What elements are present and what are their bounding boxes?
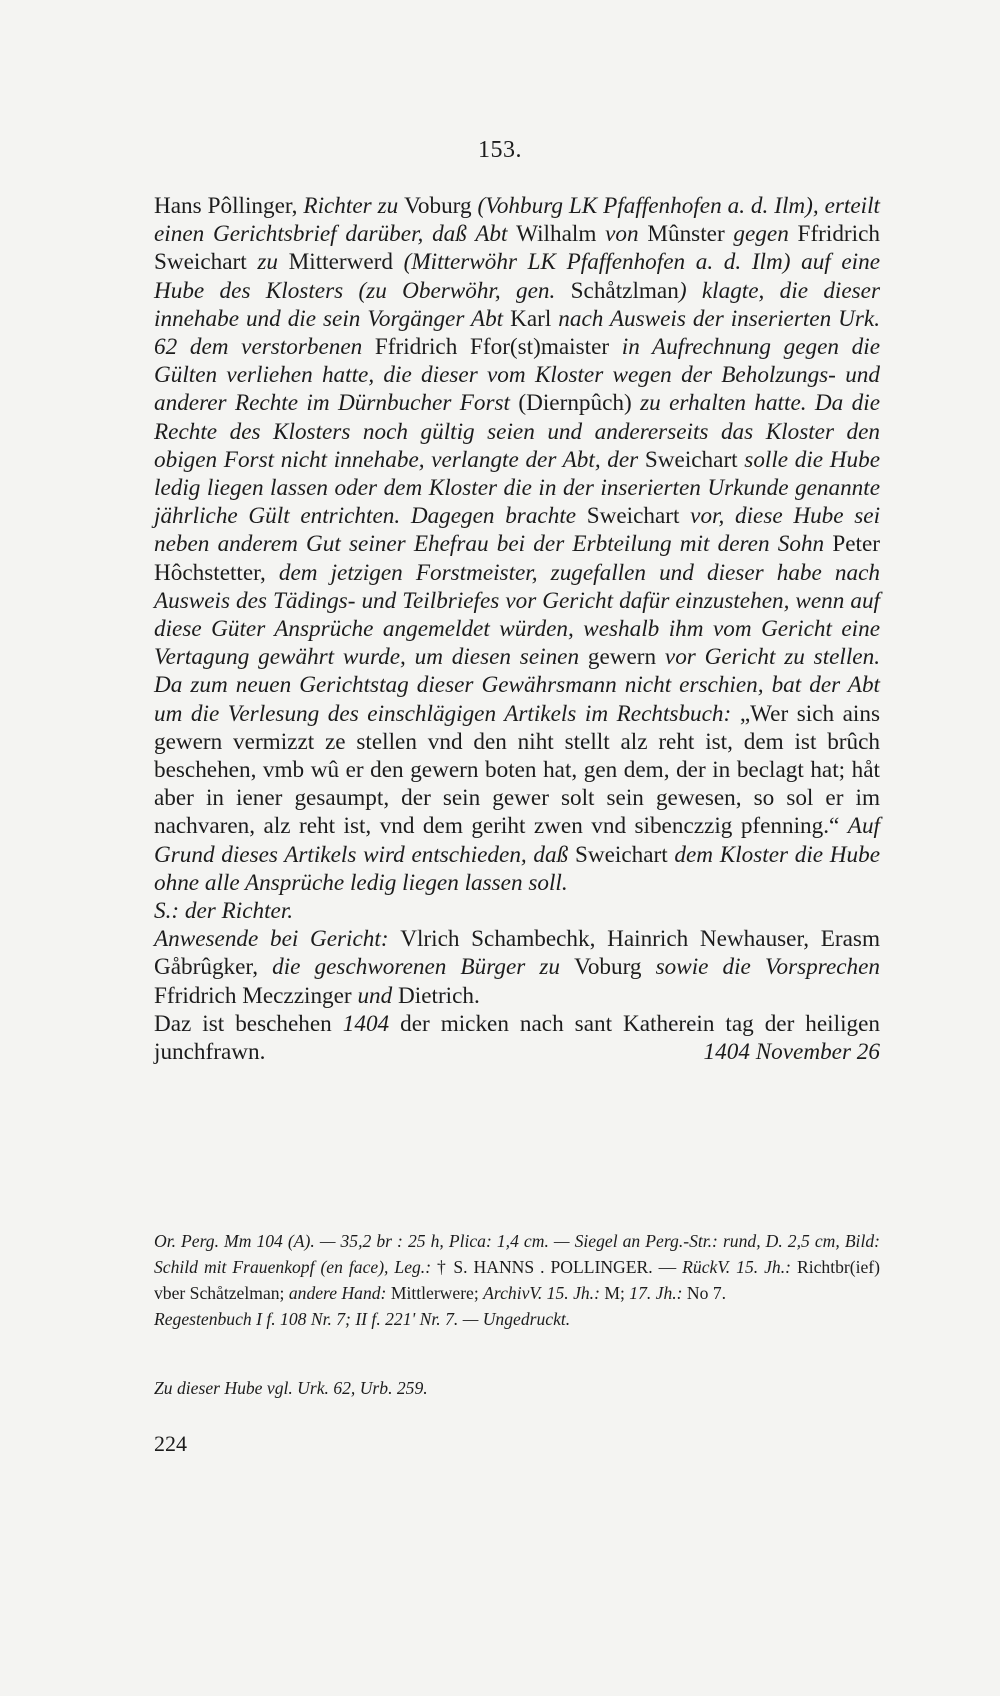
editorial-text: (Mitterwöhr LK Pfaffenhofen a. d. Ilm) auf eine Hube des Klosters (zu Oberwöhr, gen. — [154, 249, 881, 304]
editorial-text: 17. Jh.: — [629, 1283, 687, 1303]
editorial-text: Auf Grund dieses Artikels wird entschieden, daß — [154, 813, 880, 868]
editorial-text: gegen — [733, 221, 798, 248]
source-text: Peter Hôchstetter, — [154, 531, 880, 586]
regest-main-text — [154, 192, 880, 897]
witnesses-paragraph — [154, 925, 880, 1010]
editorial-text: 1404 — [342, 1010, 401, 1037]
source-text: Mûnster — [647, 221, 734, 248]
critical-apparatus — [154, 1228, 880, 1332]
editorial-text: ) klagte, die dieser innehabe und die sein Vorgänger Abt — [154, 277, 880, 332]
editorial-text: solle die Hube ledig liegen lassen oder dem Kloster die in der inserierten Urkunde genannte jährliche Gült entrichten. Dagegen brachte — [154, 446, 880, 530]
dating-clause — [154, 1010, 880, 1066]
source-text: Mitterwerd — [288, 249, 404, 276]
source-text: „Wer sich ains gewern vermizzt ze stellen vnd den niht stellt alz reht ist, dem ist brûch beschehen, vmb wû er den gewern boten hat, gen dem, der in beclagt hat; håt aber in iener gesaumpt, der sein gewer solt sein gewesen, so sol er im nachvaren, alz reht ist, vnd dem geriht zwen vnd sibenczzig pfenning.“ — [154, 700, 880, 840]
source-text: Sweichart — [586, 503, 691, 530]
source-text: der micken nach sant Katherein tag der heiligen junchfrawn. — [154, 1010, 880, 1066]
charter-date: 1404 November 26 — [703, 1039, 880, 1066]
editorial-text: Or. Perg. Mm 104 (A). — 35,2 br : 25 h, Plica: 1,4 cm. — Siegel an Perg.-Str.: rund, D. 2,5 cm, Bild: Schild mit Frauenkopf (en face), Leg.: — [154, 1231, 880, 1277]
editorial-text: die geschworenen Bürger zu — [272, 954, 575, 981]
source-text: Sweichart — [644, 446, 745, 473]
editorial-text: Regestenbuch I f. 108 Nr. 7; II f. 221' Nr. 7. — Ungedruckt. — [154, 1309, 571, 1329]
source-text: No 7. — [686, 1283, 727, 1303]
source-text: Ffridrich Sweichart — [154, 221, 880, 276]
editorial-text: Richter zu — [303, 193, 405, 219]
editorial-text: sowie die Vorsprechen — [655, 954, 881, 981]
source-text: Mittlerwere; — [390, 1283, 484, 1303]
page-number: 224 — [154, 1431, 187, 1456]
editorial-text: (Vohburg LK Pfaffenhofen a. d. Ilm), erteilt einen Gerichtsbrief darüber, daß Abt — [154, 193, 880, 248]
editorial-text: zu — [257, 249, 289, 276]
source-text: Ffridrich Ffor(st)maister — [374, 334, 622, 361]
editorial-text: ArchivV. 15. Jh.: — [483, 1283, 605, 1303]
document-number: 153. — [478, 137, 522, 163]
source-text: † S. HANNS . POLLINGER. — — [437, 1257, 683, 1277]
source-text: Voburg — [404, 193, 478, 219]
source-text: Ffridrich Meczzinger — [154, 982, 358, 1009]
commentary-note: Zu dieser Hube vgl. Urk. 62, Urb. 259. — [154, 1378, 428, 1398]
source-text: Richtbr(ief) vber Schåtzelman; — [154, 1257, 881, 1303]
editorial-text: zu erhalten hatte. Da die Rechte des Klosters noch gültig seien und andererseits das Kloster den obigen Forst nicht innehabe, verlangte der Abt, der — [154, 390, 880, 473]
editorial-text: vor Gericht zu stellen. Da zum neuen Gerichtstag dieser Gewährsmann nicht erschien, bat der Abt um die Verlesung des einschlägigen Artikels im Rechtsbuch: — [154, 644, 880, 727]
editorial-text: andere Hand: — [288, 1283, 391, 1303]
source-text: Dietrich. — [398, 982, 480, 1009]
source-text: Sweichart — [574, 841, 675, 868]
seal-line: S.: der Richter. — [154, 898, 294, 925]
source-text: gewern — [587, 644, 665, 671]
apparatus-line — [154, 1306, 880, 1332]
editorial-text: dem jetzigen Forstmeister, zugefallen und dieser habe nach Ausweis des Tädings- und Teilbriefes vor Gericht dafür einzustehen, wenn auf diese Güter Ansprüche angemeldet würden, weshalb ihm vom Gericht eine Vertagung gewährt wurde, um diesen seinen — [154, 559, 880, 671]
source-text: Wilhalm — [516, 221, 606, 248]
source-text: Voburg — [574, 954, 656, 981]
source-text: (Diernpûch) — [518, 390, 641, 417]
editorial-text: RückV. 15. Jh.: — [682, 1257, 797, 1277]
source-text: M; — [604, 1283, 630, 1303]
source-text: Hans Pôllinger, — [154, 193, 304, 219]
source-text: Vlrich Schambechk, Hainrich Newhauser, Erasm Gåbrûgker, — [154, 926, 880, 981]
regest — [154, 192, 880, 1066]
editorial-text: und — [357, 982, 399, 1009]
editorial-text: nach Ausweis der inserierten Urk. 62 dem verstorbenen — [154, 305, 880, 361]
editorial-text: vor, diese Hube sei neben anderem Gut seiner Ehefrau bei der Erbteilung mit deren Sohn — [154, 503, 881, 558]
editorial-text: Anwesende bei Gericht: — [154, 926, 401, 953]
apparatus-line — [154, 1228, 880, 1306]
source-text: Schåtzlman — [570, 277, 679, 304]
editorial-text: von — [605, 221, 648, 248]
editorial-text: in Aufrechnung gegen die Gülten verliehen hatte, die dieser vom Kloster wegen der Beholzungs- und anderer Rechte im Dürnbucher Forst — [154, 334, 880, 417]
editorial-text: dem Kloster die Hube ohne alle Ansprüche ledig liegen lassen soll. — [154, 841, 880, 896]
source-text: Daz ist beschehen — [154, 1010, 343, 1037]
source-text: Karl — [510, 305, 559, 332]
